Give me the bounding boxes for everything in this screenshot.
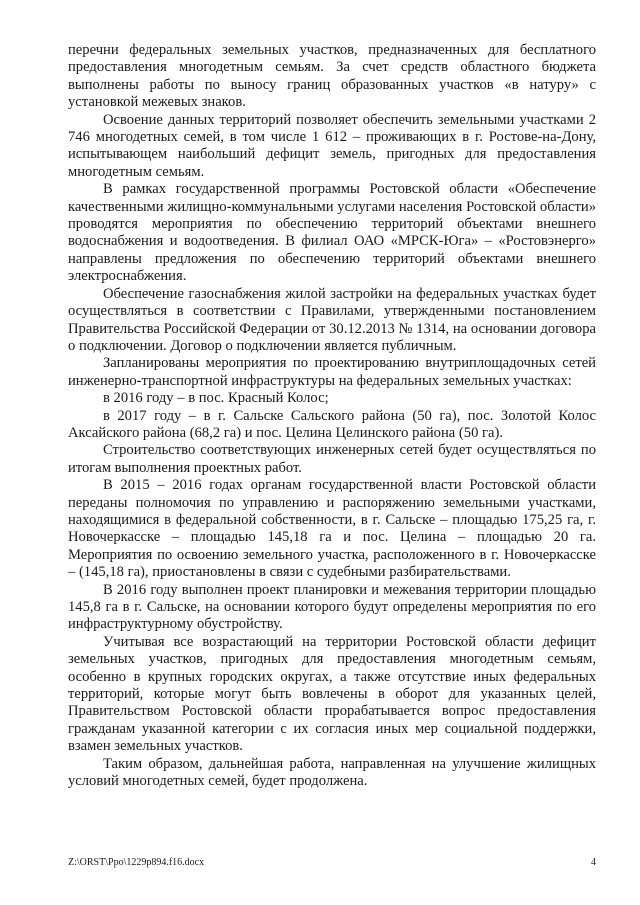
paragraph-11: Учитывая все возрастающий на территории Ростовской области дефицит земельных участков, пригодных для предоставления многодетным семьям, особенно в крупных городских округах, а также отсутствие иных федеральных территорий, которые могут быть вовлечены в оборот для указанных целей, Правительством Ростовской области прорабатывается вопрос предоставления гражданам указанной категории с их согласия иных мер социальной поддержки, взамен земельных участков. — [68, 633, 596, 755]
paragraph-5: Запланированы мероприятия по проектированию внутриплощадочных сетей инженерно-транспортной инфраструктуры на федеральных земельных участках: — [68, 355, 596, 389]
paragraph-7: в 2017 году – в г. Сальске Сальского района (50 га), пос. Золотой Колос Аксайского района (68,2 га) и пос. Целина Целинского района (50 га). — [68, 407, 596, 441]
paragraph-9: В 2015 – 2016 годах органам государственной власти Ростовской области переданы полномочия по управлению и распоряжению земельными участками, находящимися в федеральной собственности, в г. Сальске – площадью 175,25 га, г. Новочеркасске – площадью 145,18 га и пос. Целина – площадью 20 га. Мероприятия по освоению земельного участка, расположенного в г. Новочеркасске – (145,18 га), приостановлены в связи с судебными разбирательствами. — [68, 477, 596, 581]
paragraph-12: Таким образом, дальнейшая работа, направленная на улучшение жилищных условий многодетных семей, будет продолжена. — [68, 755, 596, 790]
document-body — [68, 42, 596, 790]
paragraph-2: Освоение данных территорий позволяет обеспечить земельными участками 2 746 многодетных семей, в том числе 1 612 – проживающих в г. Ростове-на-Дону, испытывающем наибольший дефицит земель, пригодных для предоставления многодетным семьям. — [68, 111, 596, 180]
paragraph-10: В 2016 году выполнен проект планировки и межевания территории площадью 145,8 га в г. Сальске, на основании которого будут определены мероприятия по его инфраструктурному обустройству. — [68, 581, 596, 633]
footer-page-number: 4 — [591, 857, 596, 868]
paragraph-4: Обеспечение газоснабжения жилой застройки на федеральных участках будет осуществляться в соответствии с Правилами, утвержденными постановлением Правительства Российской Федерации от 30.12.2013 № 1314, на основании договора о подключении. Договор о подключении является публичным. — [68, 285, 596, 354]
footer-file-path: Z:\ORST\Ppo\1229p894.f16.docx — [68, 857, 205, 868]
paragraph-8: Строительство соответствующих инженерных сетей будет осуществляться по итогам выполнения проектных работ. — [68, 442, 596, 476]
paragraph-1: перечни федеральных земельных участков, предназначенных для бесплатного предоставления многодетным семьям. За счет средств областного бюджета выполнены работы по выносу границ образованных участков «в натуру» с установкой межевых знаков. — [68, 42, 596, 111]
paragraph-6: в 2016 году – в пос. Красный Колос; — [103, 390, 329, 407]
paragraph-3: В рамках государственной программы Ростовской области «Обеспечение качественными жилищно-коммунальными услугами населения Ростовской области» проводятся мероприятия по обеспечению территорий объектами внешнего водоснабжения и водоотведения. В филиал ОАО «МРСК-Юга» – «Ростовэнерго» направлены предложения по обеспечению территорий объектами внешнего электроснабжения. — [68, 181, 596, 285]
